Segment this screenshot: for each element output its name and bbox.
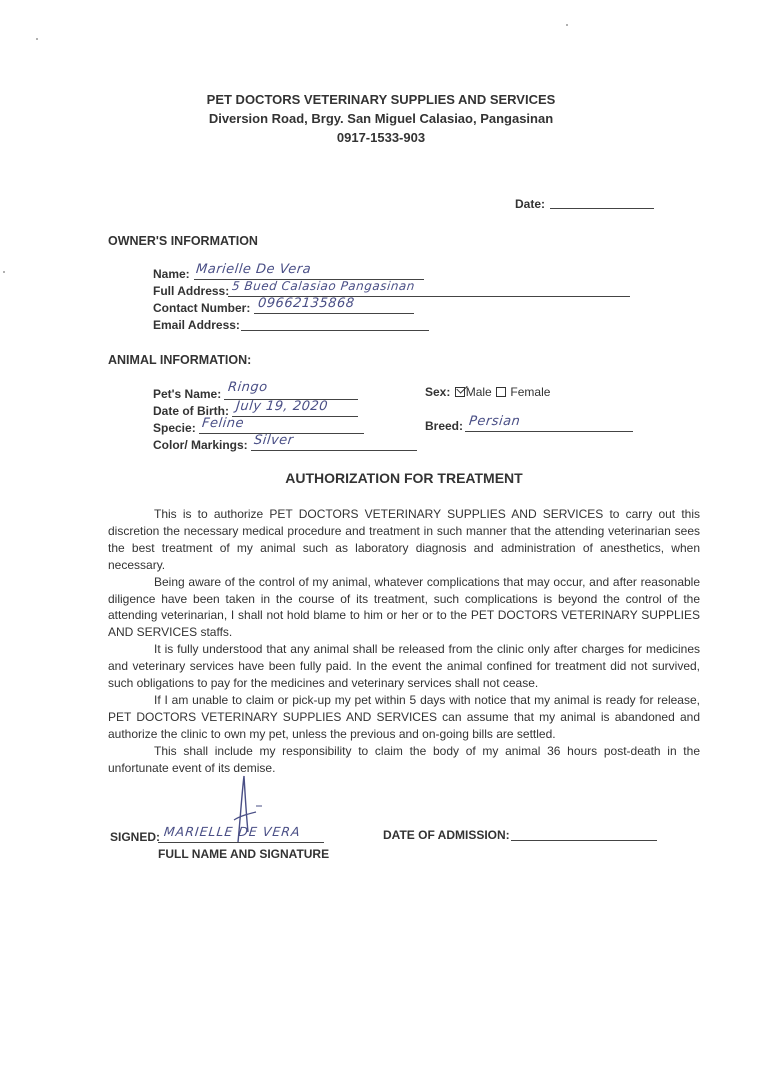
authorization-paragraph: This is to authorize PET DOCTORS VETERINARY SUPPLIES AND SERVICES to carry out this discretion the necessary medical procedure and treatment in such manner that the attending veterinarian sees the best treatment of my animal such as laboratory diagnosis and administration of anesthetics, when necessary. — [108, 507, 700, 572]
signed-label: SIGNED: — [110, 830, 161, 844]
sex-male-checkbox[interactable] — [455, 387, 465, 397]
admission-date-field[interactable] — [511, 840, 657, 841]
clinic-phone: 0917-1533-903 — [336, 130, 426, 145]
authorization-paragraph: This shall include my responsibility to claim the body of my animal 36 hours post-death in the unfortunate event of its demise. — [108, 743, 700, 775]
dob-line — [232, 416, 358, 417]
signed-name-value[interactable]: MARIELLE DE VERA — [163, 824, 302, 839]
owner-contact-value[interactable]: 09662135868 — [257, 296, 356, 311]
owner-name-value[interactable]: Marielle De Vera — [195, 262, 312, 277]
scan-speck — [3, 271, 5, 273]
date-field[interactable] — [550, 208, 654, 209]
scan-speck — [36, 38, 38, 40]
signature-caption: FULL NAME AND SIGNATURE — [158, 847, 330, 861]
animal-section-title: ANIMAL INFORMATION: — [108, 353, 252, 367]
specie-label: Specie: — [153, 421, 196, 435]
owner-address-label: Full Address: — [153, 284, 230, 298]
color-label: Color/ Markings: — [153, 438, 248, 452]
scan-speck — [566, 24, 568, 26]
owner-email-label: Email Address: — [153, 318, 240, 332]
date-label: Date: — [515, 197, 546, 211]
pet-name-label: Pet's Name: — [153, 387, 222, 401]
clinic-address: Diversion Road, Brgy. San Miguel Calasiao, Pangasinan — [208, 111, 554, 126]
sex-female-checkbox[interactable] — [496, 387, 506, 397]
authorization-paragraph: It is fully understood that any animal shall be released from the clinic only after charges for medicines and veterinary services have been fully paid. In the event the animal confined for treatment did not survived, such obligations to pay for the medicines and veterinary services shall not cease. — [108, 642, 700, 691]
sex-male-label: Male — [465, 385, 492, 399]
authorization-paragraph: If I am unable to claim or pick-up my pet within 5 days with notice that my animal is ready for release, PET DOCTORS VETERINARY SUPPLIES AND SERVICES can assume that my animal is abandoned and authorize the clinic to own my pet, unless the previous and on-going bills are settled. — [108, 692, 700, 741]
breed-line — [465, 431, 633, 432]
authorization-body — [108, 506, 700, 777]
admission-date-label: DATE OF ADMISSION: — [383, 828, 510, 842]
sex-label: Sex: — [425, 385, 451, 399]
authorization-paragraph: Being aware of the control of my animal, whatever complications that may occur, and after reasonable diligence have been taken in the course of its treatment, such complications is beyond the control of the attending veterinarian, I shall not hold blame to him or her or to the PET DOCTORS VETERINARY SUPPLIES AND SERVICES staffs. — [108, 574, 700, 640]
owner-address-value[interactable]: 5 Bued Calasiao Pangasinan — [231, 279, 416, 293]
specie-value[interactable]: Feline — [201, 416, 245, 431]
pet-name-value[interactable]: Ringo — [227, 380, 269, 395]
dob-label: Date of Birth: — [153, 404, 229, 418]
owner-contact-line — [254, 313, 414, 314]
breed-value[interactable]: Persian — [468, 414, 522, 429]
owner-email-field[interactable] — [241, 330, 429, 331]
owner-contact-label: Contact Number: — [153, 301, 251, 315]
signature-scribble — [226, 772, 266, 846]
breed-label: Breed: — [425, 419, 464, 433]
owner-section-title: OWNER'S INFORMATION — [108, 234, 258, 248]
owner-name-label: Name: — [153, 267, 190, 281]
sex-female-label: Female — [510, 385, 551, 399]
authorization-title: AUTHORIZATION FOR TREATMENT — [285, 470, 523, 486]
color-value[interactable]: Silver — [253, 433, 295, 448]
sex-selector — [425, 385, 550, 399]
color-line — [251, 450, 417, 451]
dob-value[interactable]: July 19, 2020 — [235, 399, 329, 414]
clinic-name: PET DOCTORS VETERINARY SUPPLIES AND SERVICES — [206, 92, 556, 107]
